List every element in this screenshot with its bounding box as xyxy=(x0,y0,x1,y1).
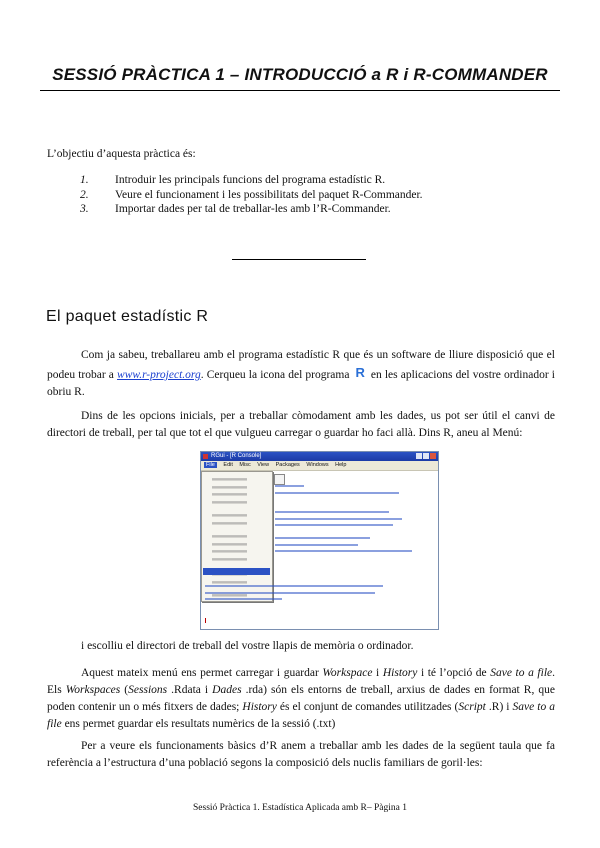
screenshot-titlebar: RGui - [R Console] xyxy=(201,452,438,461)
menu-packages: Packages xyxy=(275,462,300,468)
r-project-link[interactable]: www.r-project.org xyxy=(117,369,201,381)
r-logo-icon: R xyxy=(355,365,365,380)
objectives-list xyxy=(62,173,542,217)
paragraph-working-directory: Dins de les opcions inicials, per a treballar còmodament amb les dades, us pot ser útil el canvi de directori de treball, per tal que tot el que vulgueu carregar o guardar ho faci allà. Dins R, aneu al Menú: xyxy=(47,410,555,439)
maximize-icon xyxy=(423,453,429,459)
paragraph-gorilla-data: Per a veure els funcionaments bàsics d’R anem a treballar amb les dades de la següent taula que fa referència a l’estructura d’una població segons la composició dels nuclis familiars de goril·les: xyxy=(47,740,555,769)
print-icon xyxy=(274,474,285,485)
page-footer: Sessió Pràctica 1. Estadística Aplicada amb R– Pàgina 1 xyxy=(193,803,407,813)
paragraph-r-intro: Com ja sabeu, treballareu amb el programa estadístic R que és un software de lliure disposició que el podeu trobar a www.r-project.org. Cerqueu la icona del programa R en les aplicacions del vostre ordinador i obriu R. xyxy=(47,349,555,398)
minimize-icon xyxy=(416,453,422,459)
list-item: 1. Introduir les principals funcions del programa estadístic R. xyxy=(80,174,386,186)
menu-misc: Misc xyxy=(239,462,251,468)
menu-windows: Windows xyxy=(306,462,329,468)
screenshot-menubar xyxy=(201,461,438,471)
page-title: SESSIÓ PRÀCTICA 1 – INTRODUCCIÓ a R i R-COMMANDER xyxy=(52,65,548,84)
paragraph-choose-directory: i escolliu el directori de treball del vostre llapis de memòria o ordinador. xyxy=(81,640,414,652)
divider xyxy=(232,259,366,260)
rgui-screenshot xyxy=(200,451,439,630)
paragraph-workspace: Aquest mateix menú ens permet carregar i guardar Workspace i History i té l’opció de Save to a file. Els Workspaces (Sessions .Rdata i Dades .rda) són els entorns de treball, arxius de dades en format R, que poden contenir un o més fitxers de dades; History és el conjunt de comandes utilitzades (Script .R) i Save to a file ens permet guardar els resultats numèrics de la sessió (.txt) xyxy=(47,667,555,730)
menu-view: View xyxy=(257,462,270,468)
section-heading: El paquet estadístic R xyxy=(46,308,209,325)
menu-file: File xyxy=(206,462,215,468)
r-app-icon xyxy=(203,454,208,459)
screenshot-console-text xyxy=(275,485,434,557)
change-dir-menu-item xyxy=(203,568,270,575)
list-item: 3. Importar dades per tal de treballar-les amb l’R-Commander. xyxy=(80,203,391,215)
file-menu-dropdown xyxy=(201,471,273,602)
close-icon xyxy=(430,453,436,459)
console-cursor xyxy=(205,618,210,623)
list-item: 2. Veure el funcionament i les possibilitats del paquet R-Commander. xyxy=(80,188,423,201)
menu-edit: Edit xyxy=(223,462,233,468)
screenshot-console-text-lower xyxy=(205,585,398,605)
title-underline xyxy=(40,90,560,91)
objectives-intro: L’objectiu d’aquesta pràctica és: xyxy=(47,148,196,160)
menu-help: Help xyxy=(335,462,347,468)
